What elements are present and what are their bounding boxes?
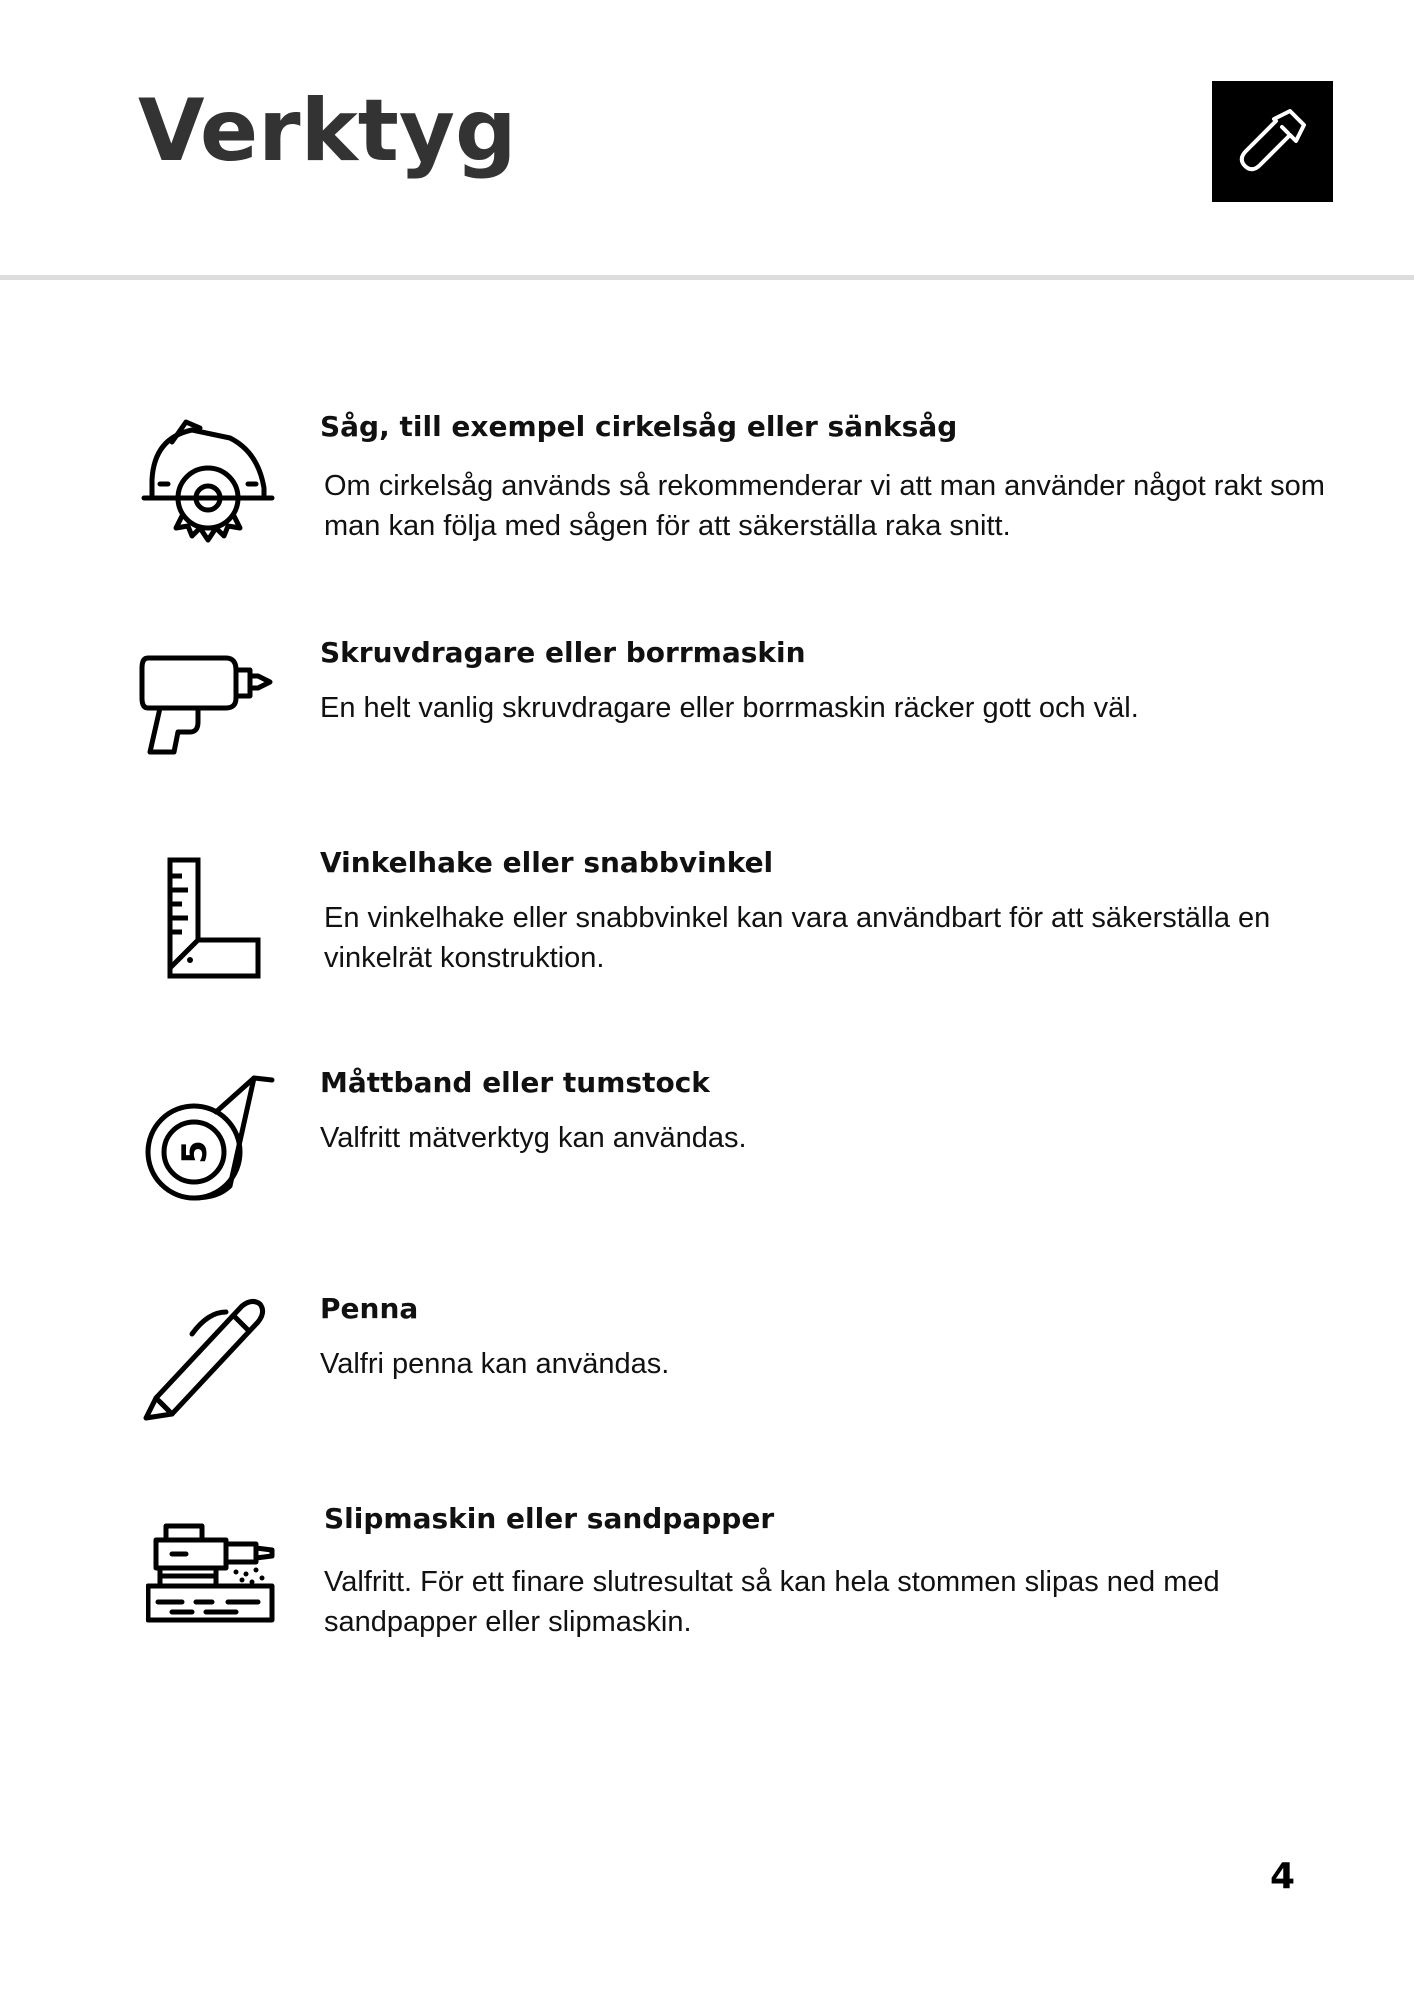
item-description: Valfritt mätverktyg kan användas. xyxy=(320,1122,747,1154)
tape-measure-icon xyxy=(142,1070,282,1205)
item-title: Såg, till exempel cirkelsåg eller sänksåg xyxy=(320,410,958,443)
sander-icon xyxy=(146,1522,281,1627)
item-title: Måttband eller tumstock xyxy=(320,1066,710,1099)
header-divider xyxy=(0,275,1414,280)
drill-icon xyxy=(138,648,278,758)
page-number: 4 xyxy=(1270,1856,1296,1897)
square-ruler-icon xyxy=(166,856,261,981)
item-description: Valfritt. För ett finare slutresultat så kan hela stommen slipas ned med sandpapper eller slipmaskin. xyxy=(324,1566,1220,1638)
item-title: Skruvdragare eller borrmaskin xyxy=(320,636,806,669)
item-title: Penna xyxy=(320,1292,419,1325)
circular-saw-icon xyxy=(140,418,275,548)
item-description: Valfri penna kan användas. xyxy=(320,1348,670,1380)
page-title: Verktyg xyxy=(138,81,517,181)
item-description: Om cirkelsåg används så rekommenderar vi att man använder något rakt som man kan följa med sågen för att säkerställa raka snitt. xyxy=(324,470,1325,542)
hammer-icon xyxy=(1212,81,1333,202)
svg-text:5: 5 xyxy=(175,1140,215,1164)
hammer-badge xyxy=(1212,81,1333,202)
item-title: Slipmaskin eller sandpapper xyxy=(324,1502,775,1535)
item-title: Vinkelhake eller snabbvinkel xyxy=(320,846,774,879)
pen-icon xyxy=(142,1294,272,1424)
item-description: En helt vanlig skruvdragare eller borrmaskin räcker gott och väl. xyxy=(320,692,1139,724)
item-description: En vinkelhake eller snabbvinkel kan vara användbart för att säkerställa en vinkelrät konstruktion. xyxy=(324,902,1271,974)
